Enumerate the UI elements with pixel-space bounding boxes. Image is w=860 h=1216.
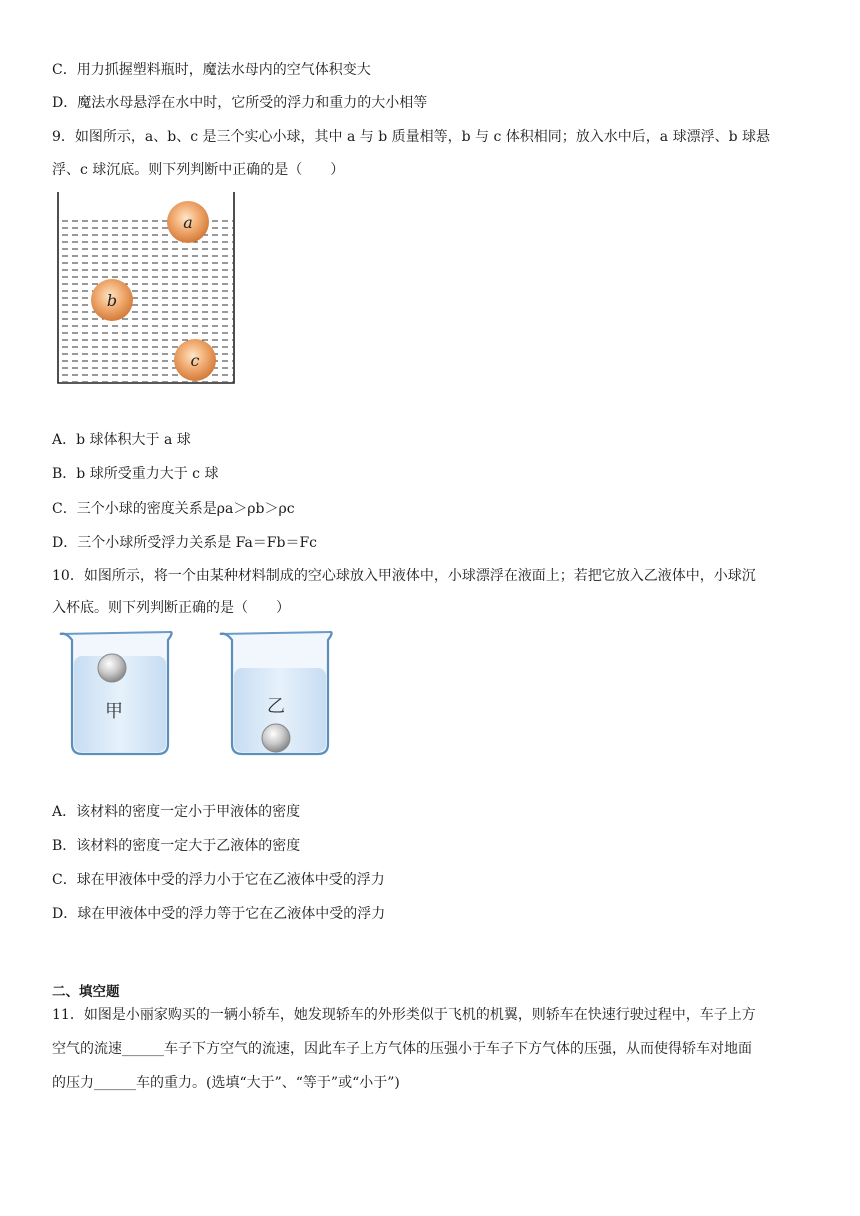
q10-option-c: C．球在甲液体中受的浮力小于它在乙液体中受的浮力 (52, 872, 385, 888)
q10-beaker-right (220, 632, 332, 754)
q9-ball-a (167, 201, 209, 243)
q10-option-b: B．该材料的密度一定大于乙液体的密度 (52, 838, 301, 854)
q11-line2: 空气的流速______车子下方空气的流速，因此车子上方气体的压强小于车子下方气体的压强，从而使得轿车对地面 (52, 1041, 752, 1057)
q11-line3: 的压力______车的重力。(选填“大于”、“等于”或“小于”) (52, 1075, 400, 1091)
q10-stem-line2: 入杯底。则下列判断正确的是（ ） (52, 600, 290, 616)
q10-stem-line1: 10．如图所示，将一个由某种材料制成的空心球放入甲液体中，小球漂浮在液面上；若把它放入乙液体中，小球沉 (52, 568, 756, 584)
q9-option-c: C．三个小球的密度关系是ρa＞ρb＞ρc (52, 501, 295, 517)
q9-ball-b-label: b (106, 291, 118, 310)
q9-figure-container-balls (52, 190, 242, 390)
q8-option-d: D．魔法水母悬浮在水中时，它所受的浮力和重力的大小相等 (52, 95, 428, 111)
q9-option-b: B．b 球所受重力大于 c 球 (52, 466, 219, 482)
q9-option-a: A．b 球体积大于 a 球 (52, 432, 191, 448)
q9-stem-line1: 9．如图所示，a、b、c 是三个实心小球，其中 a 与 b 质量相等，b 与 c 体积相同；放入水中后，a 球漂浮、b 球悬 (52, 129, 770, 145)
q10-beaker-left (60, 632, 172, 754)
q10-label-yi: 乙 (267, 696, 285, 717)
q10-figure-two-beakers (56, 628, 336, 760)
q9-ball-a-label: a (183, 213, 193, 232)
q10-ball-sunk (262, 724, 290, 752)
q9-stem-line2: 浮、c 球沉底。则下列判断中正确的是（ ） (52, 162, 345, 178)
q9-ball-b (91, 279, 133, 321)
q10-label-jia: 甲 (105, 701, 123, 722)
q9-ball-c-label: c (190, 351, 200, 370)
q9-ball-c (174, 339, 216, 381)
q11-line1: 11．如图是小丽家购买的一辆小轿车，她发现轿车的外形类似于飞机的机翼，则轿车在快速行驶过程中，车子上方 (52, 1007, 756, 1023)
q10-option-a: A．该材料的密度一定小于甲液体的密度 (52, 804, 301, 820)
q10-ball-floating (98, 654, 126, 682)
q8-option-c: C．用力抓握塑料瓶时，魔法水母内的空气体积变大 (52, 62, 371, 78)
q10-option-d: D．球在甲液体中受的浮力等于它在乙液体中受的浮力 (52, 906, 386, 922)
section-title-fill-blank: 二、填空题 (52, 984, 120, 1000)
q9-option-d: D．三个小球所受浮力关系是 Fa＝Fb＝Fc (52, 535, 318, 551)
